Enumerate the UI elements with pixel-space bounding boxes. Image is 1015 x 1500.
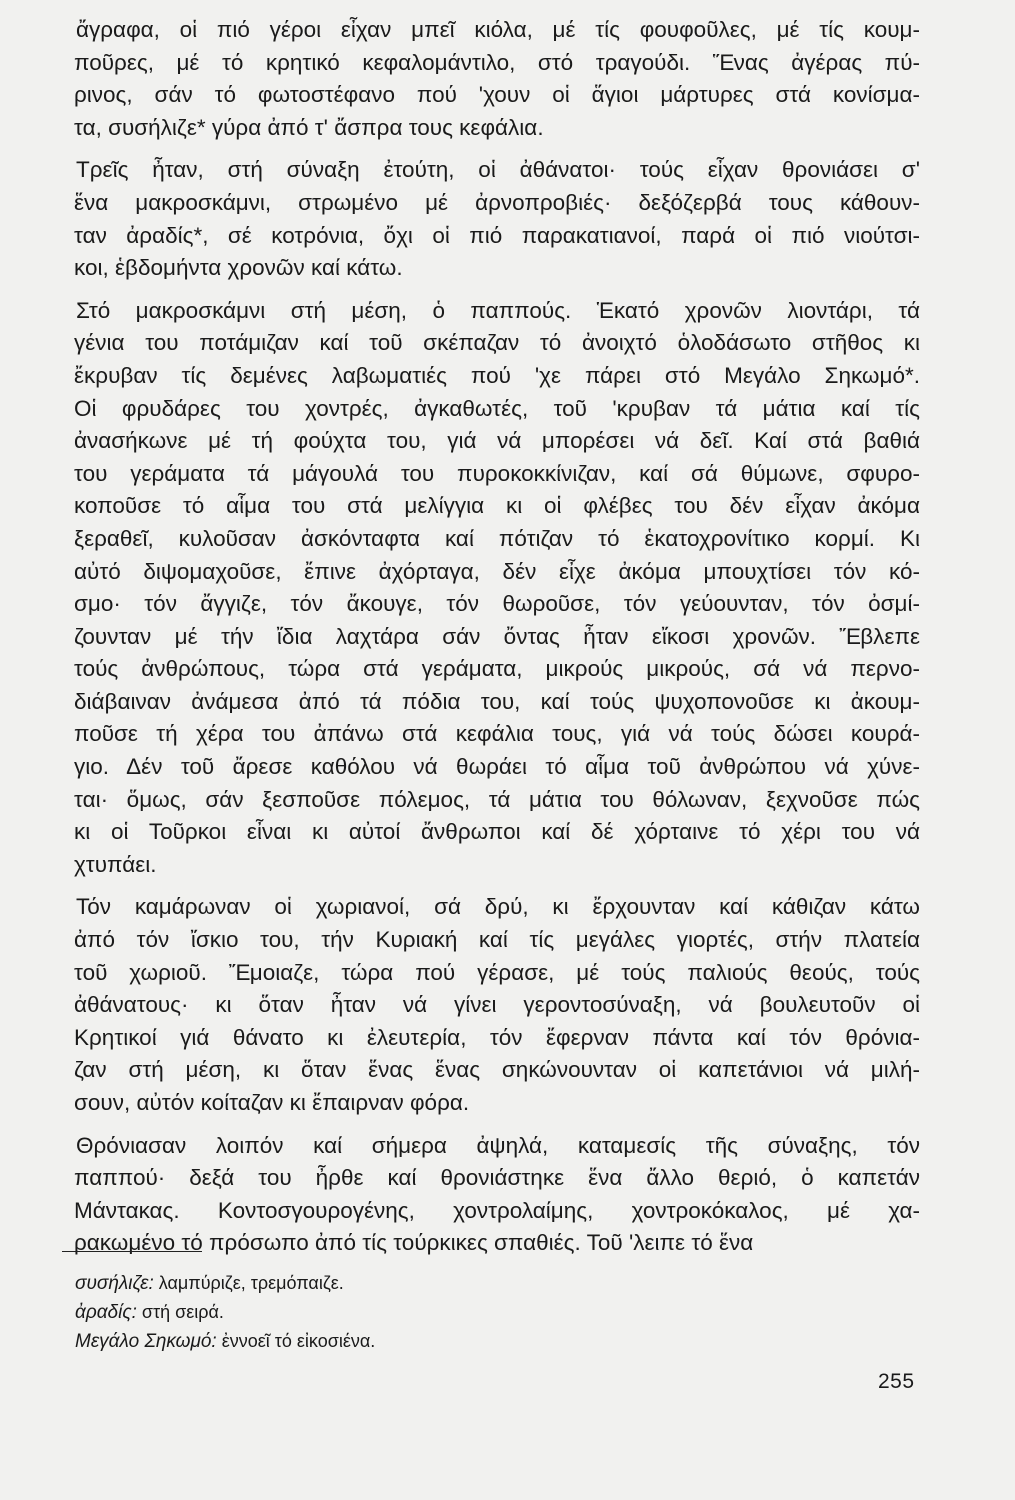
text-line: σουν, αὐτόν κοίταζαν κι ἔπαιρναν φόρα. (74, 1090, 470, 1115)
paragraph (74, 891, 920, 1119)
text-line: ἄγραφα, οἱ πιό γέροι εἶχαν μπεῖ κιόλα, μέ τίς φουφοῦλες, μέ τίς κουμ- (76, 17, 920, 42)
text-line: τούς ἀνθρώπους, τώρα στά γεράματα, μικρούς μικρούς, σά νά περνο- (74, 656, 920, 682)
text-line: ζαν στή μέση, κι ὅταν ἕνας ἕνας σηκώνουνταν οἱ καπετάνιοι νά μιλή- (74, 1057, 920, 1083)
text-line: Οἱ φρυδάρες του χοντρές, ἀγκαθωτές, τοῦ 'κρυβαν τά μάτια καί τίς (74, 395, 920, 421)
paragraph (74, 1130, 920, 1260)
paragraph (74, 14, 920, 144)
text-line: ρινος, σάν τό φωτοστέφανο πού 'χουν οἱ ἅγιοι μάρτυρες στά κονίσμα- (74, 82, 920, 108)
text-line: κι οἱ Τοῦρκοι εἶναι κι αὐτοί ἄνθρωποι καί δέ χόρταινε τό χέρι του νά (74, 819, 920, 845)
text-line: κοι, ἑβδομήντα χρονῶν καί κάτω. (74, 255, 403, 281)
text-line: ζουνταν μέ τήν ἴδια λαχτάρα σάν ὄντας ἦταν εἴκοσι χρονῶν. Ἔβλεπε (74, 623, 920, 649)
footnote (75, 1269, 675, 1298)
text-line: κοποῦσε τό αἷμα του στά μελίγγια κι οἱ φλέβες του δέν εἶχαν ἀκόμα (74, 493, 920, 519)
footnote-term: ἀραδίς: (75, 1302, 137, 1323)
text-line: ἀπό τόν ἴσκιο του, τήν Κυριακή καί τίς μεγάλες γιορτές, στήν πλατεία (74, 927, 920, 953)
text-line: Μάντακας. Κοντοσγουρογένης, χοντρολαίμης, χοντροκόκαλος, μέ χα- (74, 1197, 920, 1223)
text-line: ταν ἀραδίς*, σέ κοτρόνια, ὄχι οἱ πιό παρακατιανοί, παρά οἱ πιό νιούτσι- (74, 222, 920, 248)
body-text (74, 14, 920, 1270)
footnote-definition: στή σειρά. (141, 1302, 224, 1322)
text-line: χτυπάει. (74, 851, 157, 877)
text-line: ξεραθεῖ, κυλοῦσαν ἀσκόνταφτα καί πότιζαν τό ἑκατοχρονίτικο κορμί. Κι (74, 525, 920, 551)
footnote-divider (62, 1251, 202, 1252)
text-line: γιο. Δέν τοῦ ἄρεσε καθόλου νά θωράει τό αἷμα τοῦ ἀνθρώπου νά χύνε- (74, 754, 920, 780)
text-line: τα, συσήλιζε* γύρα ἀπό τ' ἄσπρα τους κεφάλια. (74, 114, 544, 140)
text-line: ἕνα μακροσκάμνι, στρωμένο μέ ἀρνοπροβιές· δεξόζερβά τους κάθουν- (74, 189, 920, 215)
paragraph (74, 295, 920, 882)
text-line: γένια του ποτάμιζαν καί τοῦ σκέπαζαν τό ἀνοιχτό ὁλοδάσωτο στῆθος κι (74, 330, 920, 356)
footnote-term: συσήλιζε: (75, 1273, 154, 1294)
text-line: Στό μακροσκάμνι στή μέση, ὁ παππούς. Ἑκατό χρονῶν λιοντάρι, τά (76, 297, 920, 323)
footnotes (75, 1269, 675, 1356)
text-line: διάβαιναν ἀνάμεσα ἀπό τά πόδια του, καί τούς ψυχοπονοῦσε κι ἀκουμ- (74, 688, 920, 714)
text-line: ποῦρες, μέ τό κρητικό κεφαλομάντιλο, στό τραγούδι. Ἕνας ἀγέρας πύ- (74, 49, 920, 75)
text-line: παππού· δεξά του ἦρθε καί θρονιάστηκε ἕνα ἄλλο θεριό, ὁ καπετάν (74, 1165, 920, 1191)
text-line: ἔκρυβαν τίς δεμένες λαβωματιές πού 'χε πάρει στό Μεγάλο Σηκωμό*. (74, 362, 920, 388)
text-line: Τόν καμάρωναν οἱ χωριανοί, σά δρύ, κι ἔρχουνταν καί κάθιζαν κάτω (76, 894, 920, 920)
text-line: Τρεῖς ἦταν, στή σύναξη ἐτούτη, οἱ ἀθάνατοι· τούς εἶχαν θρονιάσει σ' (76, 157, 920, 183)
text-line: Κρητικοί γιά θάνατο κι ἐλευτερία, τόν ἔφερναν πάντα καί τόν θρόνια- (74, 1024, 920, 1050)
text-line: του γεράματα τά μάγουλά του πυροκοκκίνιζαν, καί σά θύμωνε, σφυρο- (74, 460, 920, 486)
footnote (75, 1298, 675, 1327)
text-line: ποῦσε τή χέρα του ἀπάνω στά κεφάλια τους, γιά νά τούς δώσει κουρά- (74, 721, 920, 747)
text-line: ρακωμένο τό πρόσωπο ἀπό τίς τούρκικες σπαθιές. Τοῦ 'λειπε τό ἕνα (74, 1230, 754, 1256)
footnote-definition: λαμπύριζε, τρεμόπαιζε. (158, 1273, 344, 1293)
text-line: ἀθάνατους· κι ὅταν ἦταν νά γίνει γεροντοσύναξη, νά βουλευτοῦν οἱ (74, 992, 920, 1018)
text-line: Θρόνιασαν λοιπόν καί σήμερα ἀψηλά, καταμεσίς τῆς σύναξης, τόν (76, 1132, 920, 1158)
text-line: σμο· τόν ἄγγιζε, τόν ἄκουγε, τόν θωροῦσε, τόν γεύουνταν, τόν ὀσμί- (74, 591, 920, 617)
paragraph (74, 154, 920, 284)
footnote-term: Μεγάλο Σηκωμό: (75, 1331, 217, 1352)
footnote (75, 1327, 675, 1356)
text-line: τοῦ χωριοῦ. Ἔμοιαζε, τώρα πού γέρασε, μέ τούς παλιούς θεούς, τούς (74, 959, 920, 985)
text-line: ται· ὅμως, σάν ξεσποῦσε πόλεμος, τά μάτια του θόλωναν, ξεχνοῦσε πώς (74, 786, 920, 812)
footnote-definition: ἐννοεῖ τό εἰκοσιένα. (221, 1331, 376, 1351)
text-line: αὐτό διψομαχοῦσε, ἔπινε ἀχόρταγα, δέν εἶχε ἀκόμα μπουχτίσει τόν κό- (74, 558, 920, 584)
text-line: ἀνασήκωνε μέ τή φούχτα του, γιά νά μπορέσει νά δεῖ. Καί στά βαθιά (74, 428, 920, 454)
page-number: 255 (878, 1370, 915, 1393)
